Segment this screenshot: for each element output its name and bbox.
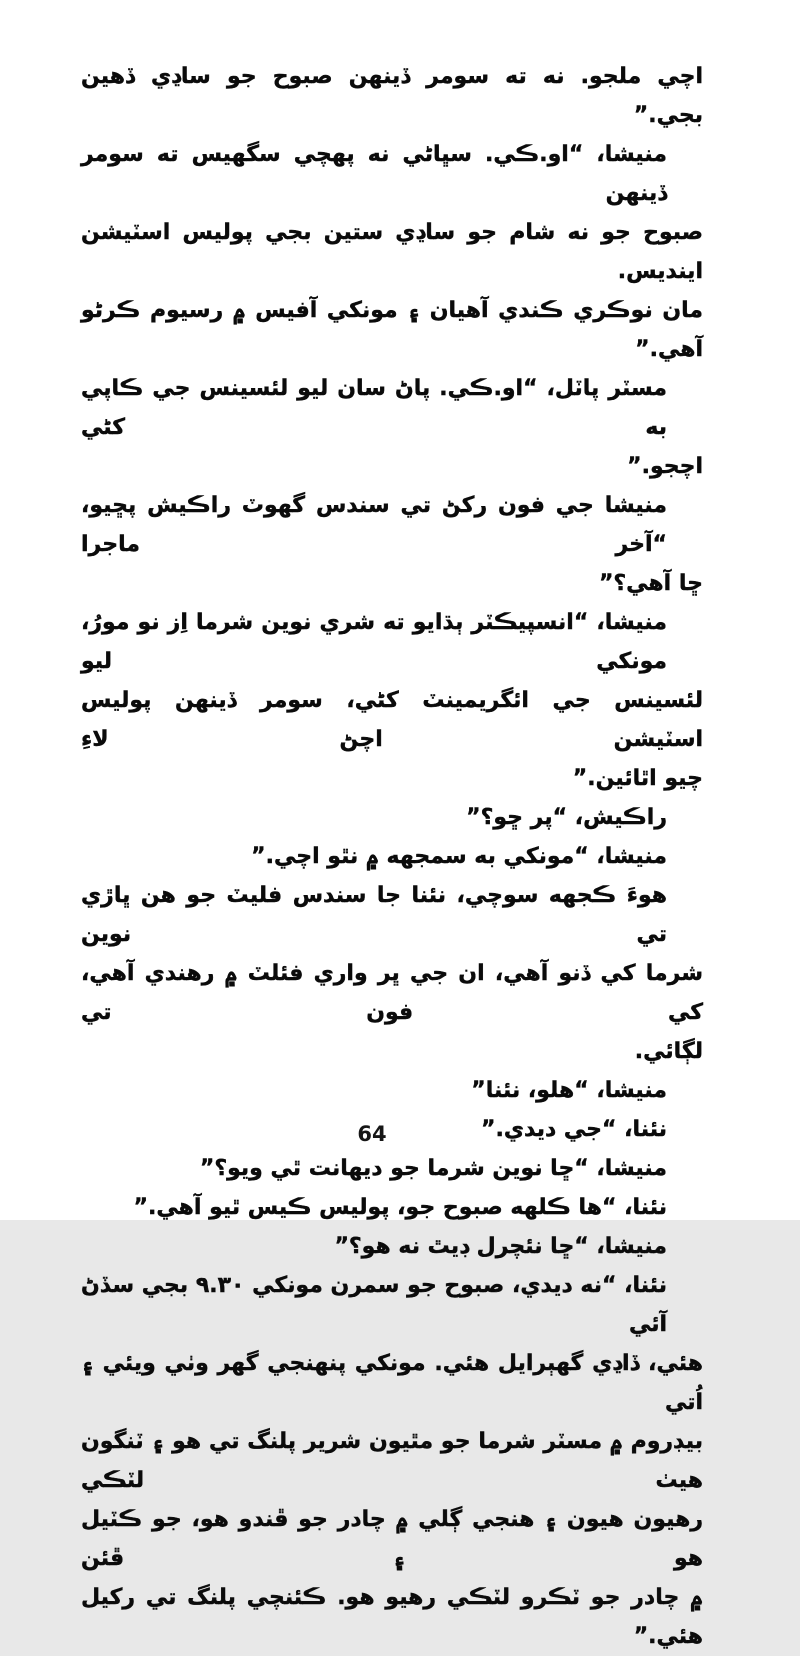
text-line: منيشا، “هلو، نئنا” — [471, 1078, 667, 1103]
text-line: رهيون هيون ۽ هنجي ڳلي ۾ چادر جو ڦندو هو، جو ڪٽيل هو ۽ ڦئن — [81, 1507, 703, 1571]
text-line: منيشا، “او.ڪي. سڀاڻي نه پهچي سگهيس ته سومر ڏينهن — [81, 142, 667, 206]
paragraph — [81, 1188, 703, 1227]
paragraph — [81, 369, 703, 486]
paragraph — [81, 603, 703, 798]
paragraph — [81, 837, 703, 876]
text-line: اچجو.” — [627, 454, 703, 479]
paragraph — [81, 798, 703, 837]
text-line: منيشا، “انسپيڪٽر ٻڌايو ته شري نوين شرما اِز نو مورُ، مونکي ليو — [81, 610, 667, 674]
text-line: ۾ چادر جو ٽڪرو لٽڪي رهيو هو. ڪئنچي پلنگ تي رکيل هئي.” — [81, 1585, 703, 1649]
text-line: منيشا، “مونکي به سمجهه ۾ نٿو اچي.” — [251, 844, 667, 869]
paragraph — [81, 1149, 703, 1188]
text-line: منيشا، “ڇا نوين شرما جو ديهانت ٿي ويو؟” — [199, 1156, 667, 1181]
text-line: منيشا، “ڇا نئچرل ڊيٿ نه هو؟” — [334, 1234, 667, 1259]
paragraph — [81, 135, 703, 369]
text-line: نئنا، “نه ديدي، صبوح جو سمرن مونکي ٩.٣٠ بجي سڏڻ آئي — [81, 1273, 667, 1337]
text-line: لئسينس جي ائگريمينٽ کڻي، سومر ڏينهن پوليس اسٽيشن اچڻ لاءِ — [81, 688, 703, 752]
text-line: هئي، ڏاڍي گهٻرايل هئي. مونکي پنهنجي گهر وٺي ويئي ۽ اُتي — [81, 1351, 703, 1415]
paragraph — [81, 876, 703, 1071]
body-text — [81, 57, 703, 1656]
paragraph — [81, 57, 703, 135]
paragraph — [81, 1266, 703, 1656]
text-line: نئنا، “ها ڪلهه صبوح جو، پوليس ڪيس ٿيو آهي.” — [133, 1195, 667, 1220]
paragraph — [81, 1071, 703, 1110]
text-line: اچي ملجو. نه ته سومر ڏينهن صبوح جو ساڍي ڏهين بجي.” — [81, 64, 703, 128]
text-line: بيڊروم ۾ مسٽر شرما جو مٿيون شرير پلنگ تي هو ۽ ٽنگون هيٺ لٽڪي — [81, 1429, 703, 1493]
text-line: نئنا، “جي ديدي.” — [481, 1117, 667, 1142]
text-line: چيو اٿائين.” — [572, 766, 703, 791]
paragraph — [81, 486, 703, 603]
text-line: شرما کي ڏنو آهي، ان جي ڀر واري فئلٽ ۾ رهندي آهي، کي فون تي — [81, 961, 703, 1025]
text-line: لڳائي. — [634, 1039, 703, 1064]
text-line: راڪيش، “پر ڇو؟” — [466, 805, 667, 830]
text-line: مسٽر پاٽل، “او.ڪي. پاڻ سان ليو لئسينس جي ڪاپي به کڻي — [81, 376, 667, 440]
text-line: صبوح جو نه شام جو ساڍي ستين بجي پوليس اسٽيشن اينديس. — [81, 220, 703, 284]
text-line: ڇا آهي؟” — [598, 571, 703, 596]
text-line: هوءَ ڪجهه سوچي، نئنا جا سندس فليٽ جو هن ڀاڙي تي نوين — [81, 883, 667, 947]
text-line: مان نوڪري ڪندي آهيان ۽ مونکي آفيس ۾ رسيوم ڪرڻو آهي.” — [81, 298, 703, 362]
paragraph — [81, 1227, 703, 1266]
page-number: 64 — [357, 1122, 387, 1146]
text-line: منيشا جي فون رکڻ تي سندس گهوٽ راڪيش پڇيو، “آخر ماجرا — [81, 493, 667, 557]
